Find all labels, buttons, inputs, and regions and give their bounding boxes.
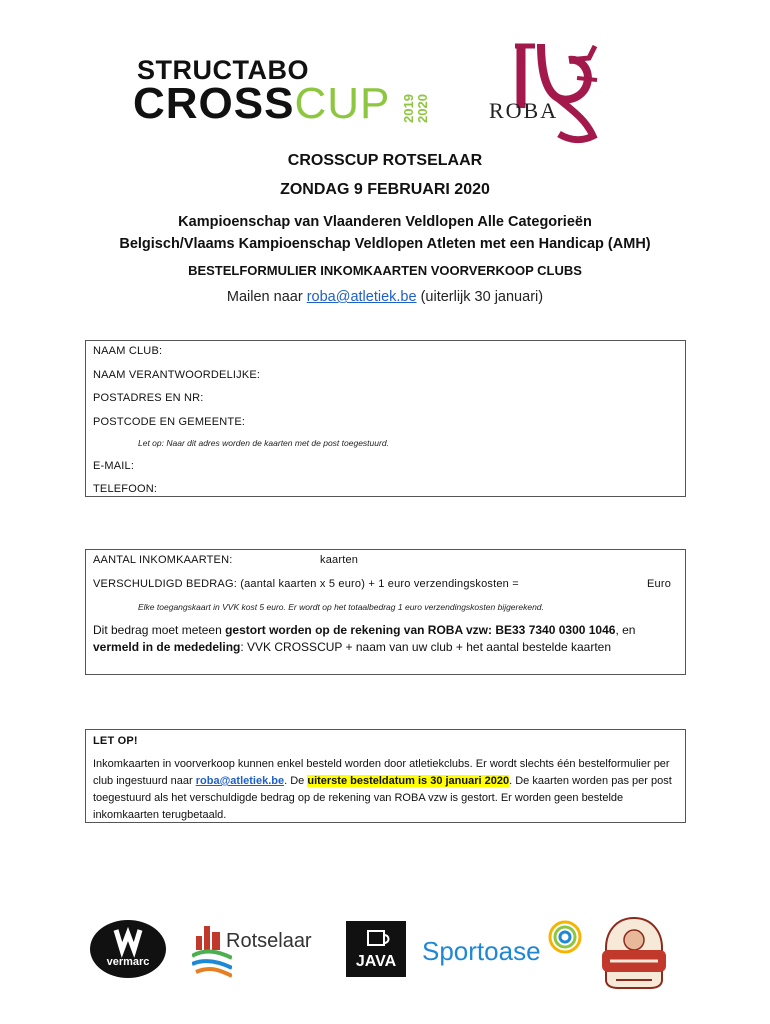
season-years bbox=[401, 77, 437, 125]
naam-verantwoordelijke-field[interactable]: NAAM VERANTWOORDELIJKE: bbox=[93, 369, 261, 381]
postadres-field[interactable]: POSTADRES EN NR: bbox=[93, 392, 204, 404]
telefoon-field[interactable]: TELEFOON: bbox=[93, 483, 158, 495]
mail-suffix: (uiterlijk 30 januari) bbox=[416, 289, 544, 305]
form-title: BESTELFORMULIER INKOMKAARTEN VOORVERKOOP CLUBS bbox=[188, 263, 582, 278]
event-date: ZONDAG 9 FEBRUARI 2020 bbox=[280, 181, 490, 198]
bedrag-unit[interactable]: Euro bbox=[647, 578, 672, 590]
vermarc-text: vermarc bbox=[106, 956, 150, 968]
aantal-label: AANTAL INKOMKAARTEN: bbox=[93, 554, 233, 566]
notice-mail-link[interactable]: roba@atletiek.be bbox=[195, 775, 285, 787]
java-emblem-icon bbox=[346, 923, 406, 953]
championship-line-1: Kampioenschap van Vlaanderen Veldlopen Alle Categorieën bbox=[178, 214, 592, 230]
email-field[interactable]: E-MAIL: bbox=[93, 460, 135, 472]
postcode-field[interactable]: POSTCODE EN GEMEENTE: bbox=[93, 416, 246, 428]
club-details-box bbox=[85, 340, 686, 497]
year-2020: 2020 bbox=[415, 94, 430, 123]
notice-text-3: . De kaarten worden pas per post toegestuurd als het verschuldigde bedrag op de rekening van ROBA vzw is gestort. Er worden geen bestelde inkomkaarten terugbetaald. bbox=[93, 775, 672, 821]
order-box bbox=[85, 549, 686, 675]
java-logo bbox=[346, 921, 406, 977]
mail-prefix: Mailen naar bbox=[226, 289, 307, 305]
mail-instruction bbox=[0, 289, 770, 305]
broeder-jacob-logo bbox=[596, 914, 672, 990]
notice-box bbox=[85, 729, 686, 823]
sportoase-rings-icon bbox=[548, 920, 582, 954]
notice-text-1: Inkomkaarten in voorverkoop kunnen enkel besteld worden door atletiekclubs. Er wordt slechts één bestelformulier per club ingestuurd naar bbox=[93, 758, 670, 787]
price-note: Elke toegangskaart in VVK kost 5 euro. Er wordt op het totaalbedrag 1 euro verzendingskosten bijgerekend. bbox=[138, 602, 544, 612]
notice-text-2: . De bbox=[284, 775, 308, 787]
aantal-unit[interactable]: kaarten bbox=[320, 554, 359, 566]
year-2019: 2019 bbox=[401, 94, 416, 123]
bedrag-label: VERSCHULDIGD BEDRAG: (aantal kaarten x 5 euro) + 1 euro verzendingskosten = bbox=[93, 578, 519, 590]
roba-logo bbox=[485, 38, 615, 148]
championship-line-2: Belgisch/Vlaams Kampioenschap Veldlopen Atleten met een Handicap (AMH) bbox=[119, 236, 651, 252]
roba-text: ROBA bbox=[489, 98, 559, 123]
vermarc-emblem-icon bbox=[90, 924, 166, 960]
mail-link[interactable]: roba@atletiek.be bbox=[306, 289, 417, 305]
crosscup-text bbox=[133, 79, 390, 129]
pay-text-1: Dit bedrag moet meteen bbox=[93, 623, 226, 637]
roba-emblem-icon bbox=[485, 38, 615, 148]
rotselaar-logo bbox=[192, 918, 332, 980]
sportoase-text: Sportoase bbox=[422, 936, 541, 966]
pay-text-3: , en bbox=[615, 623, 636, 637]
broeder-jacob-emblem-icon bbox=[596, 914, 672, 990]
pay-mention: vermeld in de mededeling bbox=[93, 640, 241, 654]
cup-text: CUP bbox=[294, 79, 391, 128]
cross-text: CROSS bbox=[133, 79, 295, 128]
rotselaar-text: Rotselaar bbox=[226, 930, 312, 952]
sportoase-logo bbox=[422, 920, 582, 976]
naam-club-field[interactable]: NAAM CLUB: bbox=[93, 345, 163, 357]
crosscup-logo bbox=[133, 55, 433, 128]
pay-account: gestort worden op de rekening van ROBA vzw: BE33 7340 0300 1046 bbox=[225, 623, 616, 637]
pay-text-5: : VVK CROSSCUP + naam van uw club + het aantal bestelde kaarten bbox=[240, 640, 612, 654]
deadline-highlight: uiterste besteldatum is 30 januari 2020 bbox=[307, 775, 510, 787]
notice-text bbox=[93, 756, 678, 824]
event-title: CROSSCUP ROTSELAAR bbox=[287, 152, 483, 169]
java-text: JAVA bbox=[355, 953, 397, 970]
structabo-text: STRUCTABO bbox=[137, 55, 309, 85]
payment-instruction bbox=[93, 622, 678, 656]
vermarc-logo bbox=[90, 920, 166, 978]
address-note: Let op: Naar dit adres worden de kaarten met de post toegestuurd. bbox=[138, 438, 389, 448]
notice-heading: LET OP! bbox=[93, 735, 138, 747]
